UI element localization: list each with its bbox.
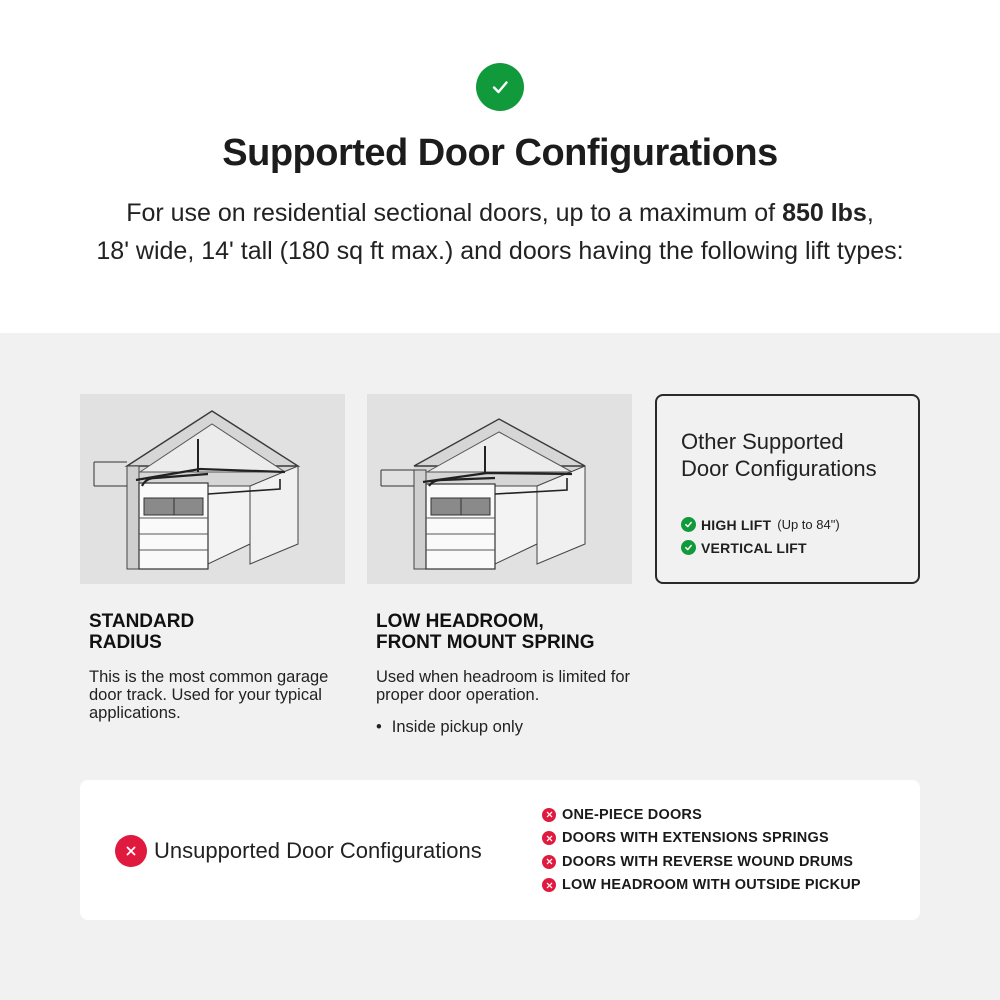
x-circle-icon — [542, 808, 556, 822]
unsupported-list — [542, 803, 861, 897]
page-title: Supported Door Configurations — [222, 132, 778, 174]
list-item — [542, 827, 861, 851]
header-section — [0, 0, 1000, 333]
config-title-low-headroom — [376, 611, 656, 653]
list-item-label: HIGH LIFT — [701, 516, 772, 533]
unsupported-title: Unsupported Door Configurations — [154, 838, 482, 863]
config-bullet — [376, 718, 523, 737]
list-item-label: DOORS WITH REVERSE WOUND DRUMS — [562, 853, 854, 870]
page-subtitle — [40, 194, 960, 270]
list-item-label: DOORS WITH EXTENSIONS SPRINGS — [562, 830, 829, 847]
list-item-note: (Up to 84") — [777, 517, 840, 532]
bullet-text: Inside pickup only — [391, 718, 523, 736]
other-title-line-2: Door Configurations — [681, 456, 877, 481]
check-circle-icon — [681, 540, 696, 555]
check-circle-icon — [476, 63, 524, 111]
other-title-line-1: Other Supported — [681, 429, 844, 454]
garage-standard-radius-illustration — [80, 394, 345, 584]
config-title-line-1: STANDARD — [89, 611, 195, 632]
list-item — [681, 536, 840, 559]
subtitle-text-1: For use on residential sectional doors, up to a maximum of — [126, 199, 783, 227]
config-title-line-1: LOW HEADROOM, — [376, 611, 544, 632]
x-circle-icon — [542, 831, 556, 845]
subtitle-comma: , — [866, 199, 874, 227]
other-supported-card — [655, 394, 920, 584]
list-item-label: ONE-PIECE DOORS — [562, 806, 702, 823]
list-item-label: LOW HEADROOM WITH OUTSIDE PICKUP — [562, 877, 861, 894]
unsupported-card — [80, 780, 920, 920]
subtitle-weight: 850 lbs — [782, 199, 867, 227]
config-title-standard-radius — [89, 611, 369, 653]
config-title-line-2: RADIUS — [89, 632, 162, 653]
check-circle-icon — [681, 517, 696, 532]
config-title-line-2: FRONT MOUNT SPRING — [376, 632, 595, 653]
other-supported-title — [681, 428, 911, 482]
config-description-standard-radius: This is the most common garage door track. Used for your typical applications. — [89, 668, 329, 722]
list-item — [542, 803, 861, 827]
subtitle-text-2: 18' wide, 14' tall (180 sq ft max.) and doors having the following lift types: — [96, 237, 904, 265]
config-description-low-headroom: Used when headroom is limited for proper door operation. — [376, 668, 631, 704]
x-circle-icon — [542, 855, 556, 869]
list-item — [542, 850, 861, 874]
other-supported-list — [681, 513, 840, 559]
x-circle-icon — [115, 835, 147, 867]
garage-low-headroom-illustration — [367, 394, 632, 584]
list-item — [681, 513, 840, 536]
list-item — [542, 874, 861, 898]
list-item-label: VERTICAL LIFT — [701, 539, 807, 556]
bullet-icon: • — [376, 718, 382, 736]
x-circle-icon — [542, 878, 556, 892]
